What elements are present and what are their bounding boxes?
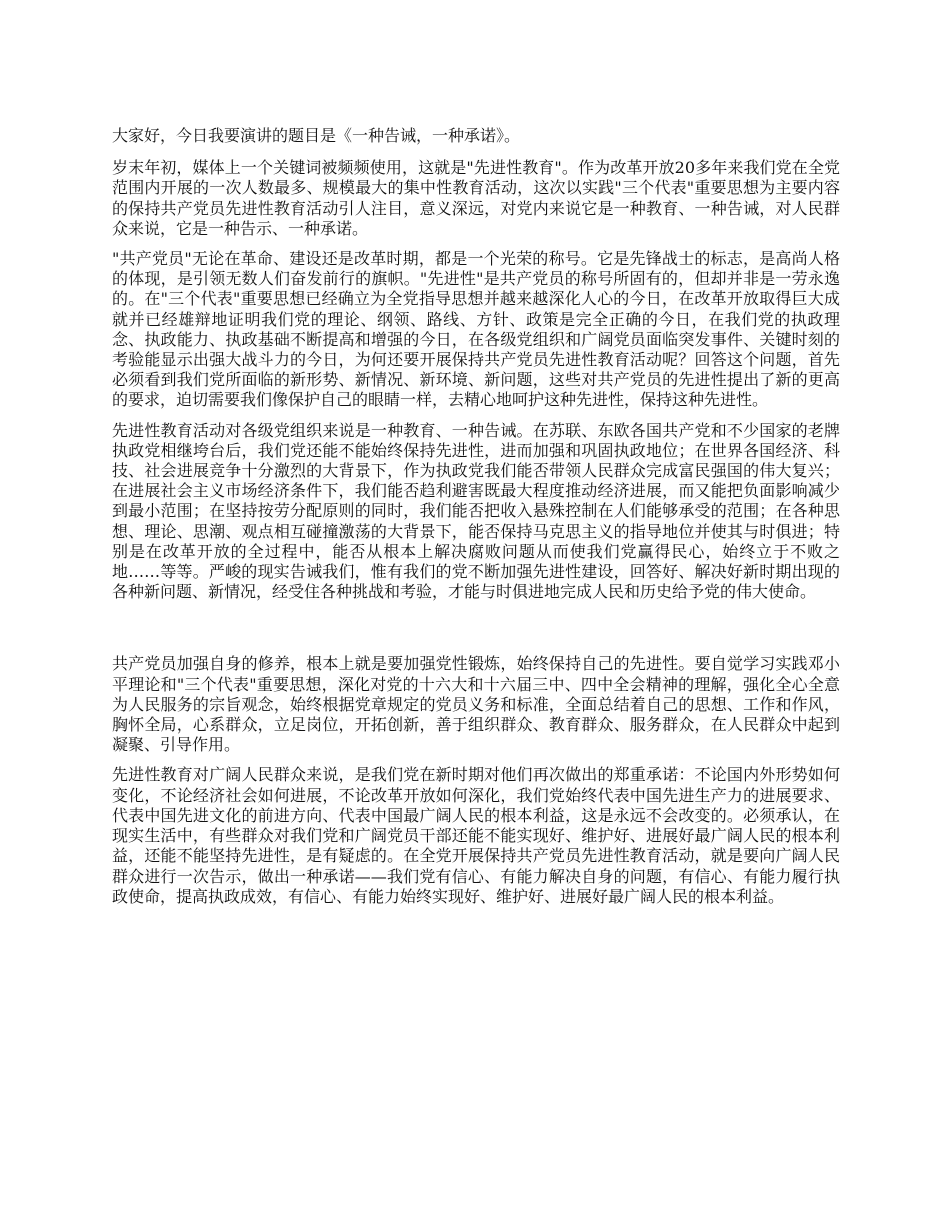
document-body [112, 126, 840, 917]
paragraph-party-member-title: "共产党员"无论在革命、建设还是改革时期，都是一个光荣的称号。它是先锋战士的标志，是高尚人格的体现，是引领无数人们奋发前行的旗帜。"先进性"是共产党员的称号所固有的，但却并非是一劳永逸的。在"三个代表"重要思想已经确立为全党指导思想并越来越深化人心的今日，在改革开放取得巨大成就并已经雄辩地证明我们党的理论、纲领、路线、方针、政策是完全正确的今日，在我们党的执政理念、执政能力、执政基础不断提高和增强的今日，在各级党组织和广阔党员面临突发事件、关键时刻的考验能显示出强大战斗力的今日，为何还要开展保持共产党员先进性教育活动呢？回答这个问题，首先必须看到我们党所面临的新形势、新情况、新环境、新问题，这些对共产党员的先进性提出了新的更高的要求，迫切需要我们像保护自己的眼睛一样，去精心地呵护这种先进性，保持这种先进性。 [112, 249, 840, 410]
paragraph-introduction: 岁末年初，媒体上一个关键词被频频使用，这就是"先进性教育"。作为改革开放20多年来我们党在全党范围内开展的一次人数最多、规模最大的集中性教育活动，这次以实践"三个代表"重要思想为主要内容的保持共产党员先进性教育活动引人注目，意义深远，对党内来说它是一种教育、一种告诫，对人民群众来说，它是一种告示、一种承诺。 [112, 158, 840, 238]
opening-paragraph: 大家好，今日我要演讲的题目是《一种告诫，一种承诺》。 [112, 126, 521, 145]
paragraph-party-organizations: 先进性教育活动对各级党组织来说是一种教育、一种告诫。在苏联、东欧各国共产党和不少国家的老牌执政党相继垮台后，我们党还能不能始终保持先进性，进而加强和巩固执政地位；在世界各国经济、科技、社会进展竞争十分激烈的大背景下，作为执政党我们能否带领人民群众完成富民强国的伟大复兴；在进展社会主义市场经济条件下，我们能否趋利避害既最大程度推动经济进展，而又能把负面影响减少到最小范围；在坚持按劳分配原则的同时，我们能否把收入悬殊控制在人们能够承受的范围；在各种思想、理论、思潮、观点相互碰撞激荡的大背景下，能否保持马克思主义的指导地位并使其与时俱进；特别是在改革开放的全过程中，能否从根本上解决腐败问题从而使我们党赢得民心，始终立于不败之地……等等。严峻的现实告诫我们，惟有我们的党不断加强先进性建设，回答好、解决好新时期出现的各种新问题、新情况，经受住各种挑战和考验，才能与时俱进地完成人民和历史给予党的伟大使命。 [112, 420, 840, 602]
paragraph-promise-to-people: 先进性教育对广阔人民群众来说，是我们党在新时期对他们再次做出的郑重承诺：不论国内外形势如何变化，不论经济社会如何进展，不论改革开放如何深化，我们党始终代表中国先进生产力的进展要求、代表中国先进文化的前进方向、代表中国最广阔人民的根本利益，这是永远不会改变的。必须承认，在现实生活中，有些群众对我们党和广阔党员干部还能不能实现好、维护好、进展好最广阔人民的根本利益，还能不能坚持先进性，是有疑虑的。在全党开展保持共产党员先进性教育活动，就是要向广阔人民群众进行一次告示，做出一种承诺——我们党有信心、有能力解决自身的问题，有信心、有能力履行执政使命，提高执政成效，有信心、有能力始终实现好、维护好、进展好最广阔人民的根本利益。 [112, 765, 840, 906]
paragraph-self-cultivation: 共产党员加强自身的修养，根本上就是要加强党性锻炼，始终保持自己的先进性。要自觉学习实践邓小平理论和"三个代表"重要思想，深化对党的十六大和十六届三中、四中全会精神的理解，强化全心全意为人民服务的宗旨观念，始终根据党章规定的党员义务和标准，全面总结着自己的思想、工作和作风，胸怀全局，心系群众，立足岗位，开拓创新，善于组织群众、教育群众、服务群众，在人民群众中起到凝聚、引导作用。 [112, 654, 840, 755]
